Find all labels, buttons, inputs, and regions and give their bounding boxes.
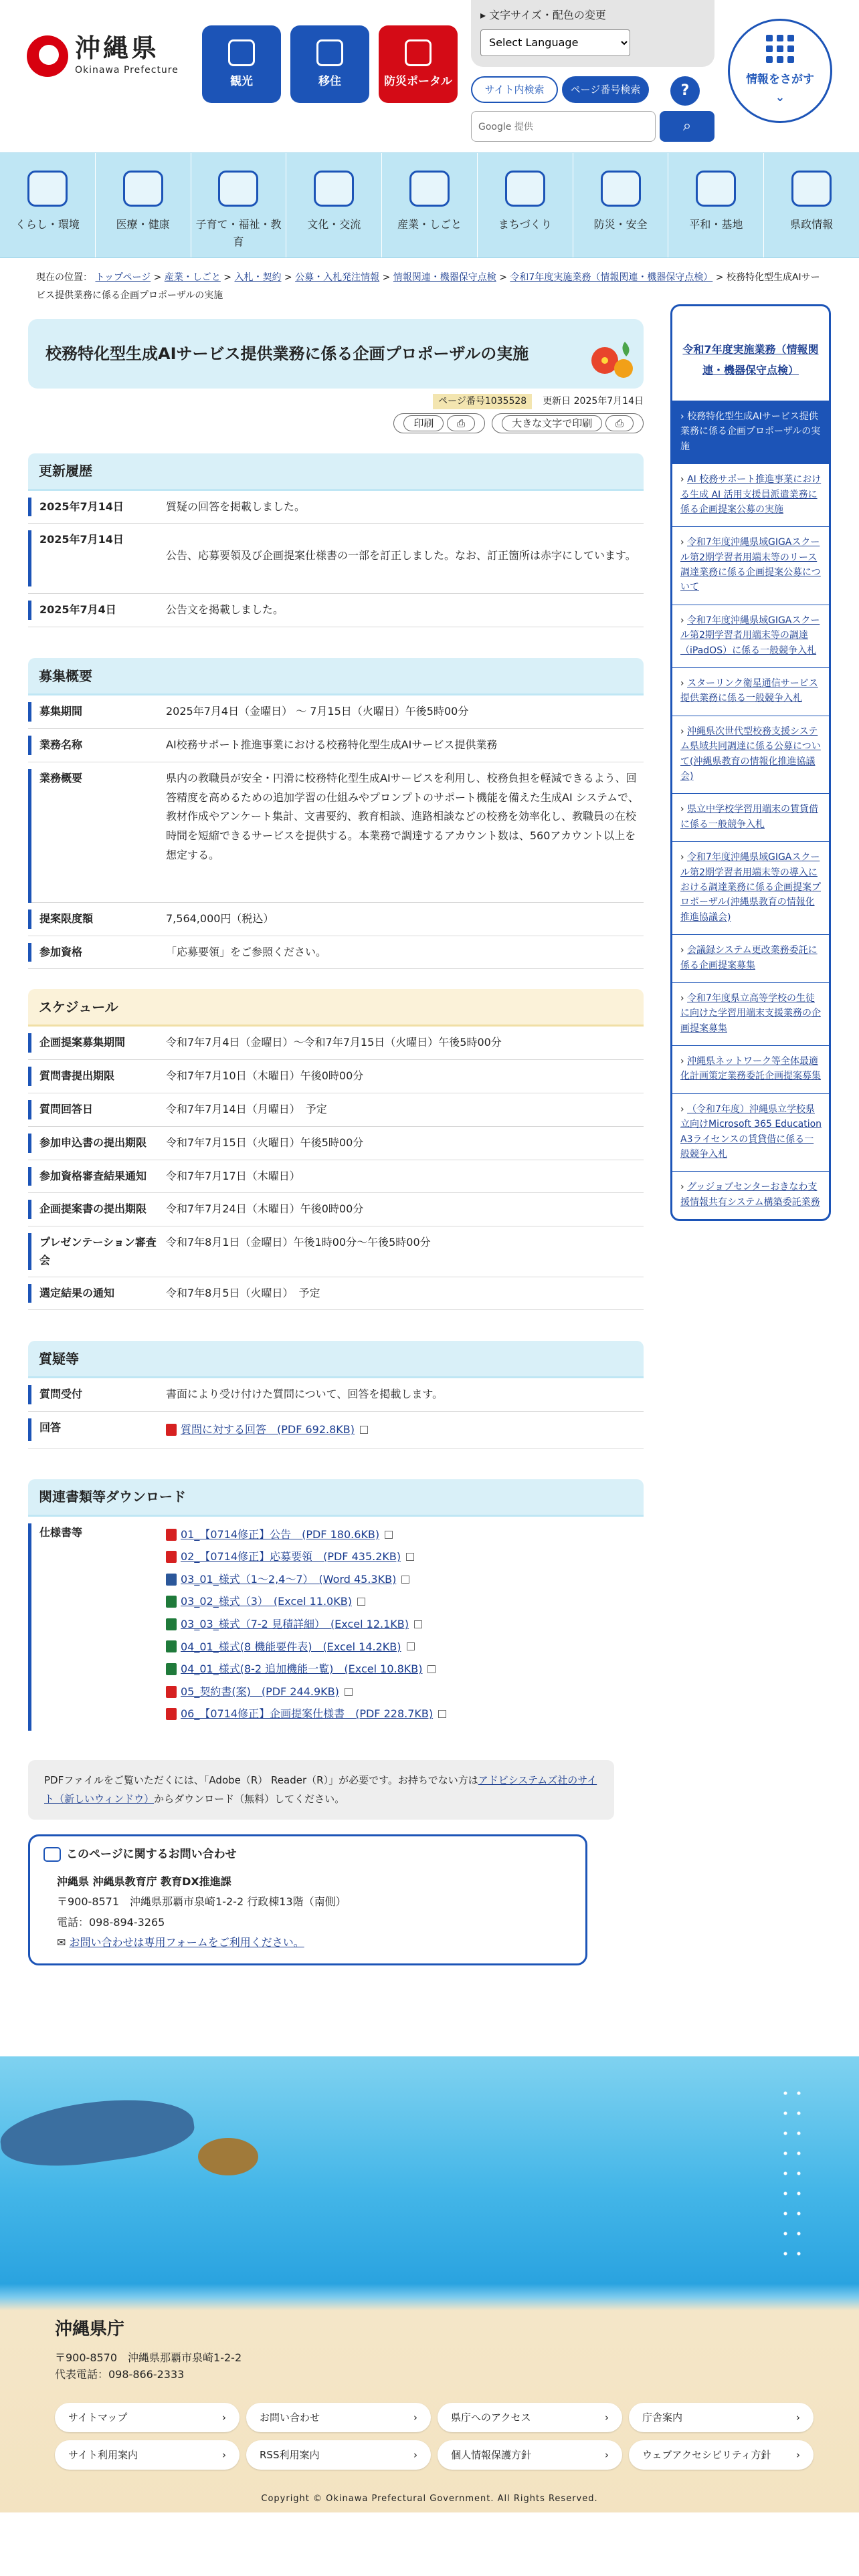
external-window-icon — [406, 1553, 414, 1561]
footer-links — [55, 2403, 814, 2470]
external-window-icon — [407, 1642, 415, 1650]
sidebar-item[interactable]: › 県立中学校学習用端末の賃貸借に係る一般競争入札 — [672, 793, 829, 841]
adobe-link[interactable]: アドビシステムズ社のサイト（新しいウィンドウ） — [44, 1774, 597, 1806]
table-row: 2025年7月14日 質疑の回答を掲載しました。 — [28, 491, 644, 524]
sidebar-item[interactable]: › 沖縄県次世代型校務支援システム県域共同調達に係る公募について(沖縄県教育の情報化推進協議会) — [672, 716, 829, 794]
pdf-icon — [166, 1551, 177, 1563]
footer-link[interactable]: 県庁へのアクセス › — [438, 2403, 622, 2432]
find-info-menu-button[interactable]: 情報をさがす ⌄ — [728, 19, 832, 123]
sidebar-item[interactable]: › AI 校務サポート推進事業における生成 AI 活用支援員派遣業務に係る企画提案公募の実施 — [672, 463, 829, 526]
language-select[interactable] — [480, 29, 630, 56]
excel-icon — [166, 1596, 177, 1608]
page-number: ページ番号1035528 — [433, 394, 532, 409]
file-link[interactable]: 03_02_様式（3） (Excel 11.0KB) — [181, 1595, 352, 1608]
table-row: 業務名称 AI校務サポート推進事業における校務特化型生成AIサービス提供業務 — [28, 729, 644, 762]
pdf-icon — [166, 1708, 177, 1720]
contact-box: このページに関するお問い合わせ 沖縄県 沖縄県教育庁 教育DX推進課 〒900-8571 沖縄県那覇市泉崎1-2-2 行政棟13階（南側） 電話：098-894-3265 ✉ お問い合わせは専用フォームをご利用ください。 — [28, 1834, 587, 1966]
section-heading: 更新履歴 — [28, 453, 644, 491]
section-heading: 募集概要 — [28, 658, 644, 695]
radio-icon — [405, 39, 432, 66]
nav-item-town[interactable]: まちづくり — [478, 153, 573, 257]
house-icon — [316, 39, 343, 66]
search-button[interactable] — [660, 111, 714, 142]
government-building-icon — [791, 171, 832, 207]
site-logo[interactable] — [27, 35, 179, 78]
file-link[interactable]: 03_01_様式（1～2,4～7） (Word 45.3KB) — [181, 1572, 397, 1586]
site-header — [0, 0, 859, 152]
tourism-button[interactable]: 観光 — [202, 25, 281, 103]
nav-item-health[interactable]: 医療・健康 — [96, 153, 191, 257]
table-row: 回答 質問に対する回答 (PDF 692.8KB) — [28, 1412, 644, 1448]
nav-item-life[interactable]: くらし・環境 — [0, 153, 96, 257]
migration-button[interactable]: 移住 — [290, 25, 369, 103]
contact-org: 沖縄県 沖縄県教育庁 教育DX推進課 — [57, 1874, 231, 1888]
disaster-portal-button[interactable]: 防災ポータル — [379, 25, 458, 103]
footer-link[interactable]: サイト利用案内 › — [55, 2440, 240, 2470]
table-row: 仕様書等 01_【0714修正】公告 (PDF 180.6KB) 02_【0714修正】応募要領 (PDF 435.2KB) 03_01_様式（1～2,4～7） (Word 45.3KB) 03_02_様式（3） (Excel 11.0KB) 03_03_様式（7-2 見積詳細） (Excel 12.1KB) 04_01_様式(8 機能要件表) (Excel 14.2KB) 04_01_様式(8-2 追加機能一覧) (Excel 10.8KB) 05_契約書(案) (PDF 244.9KB) 06_【0714修正】企画提案仕様書 (PDF 228.7KB) — [28, 1517, 644, 1737]
section-heading: 質疑等 — [28, 1341, 644, 1378]
footer-address: 〒900-8570 沖縄県那覇市泉崎1-2-2 — [55, 2351, 242, 2364]
house-icon — [27, 171, 68, 207]
pdf-icon — [166, 1424, 177, 1436]
breadcrumb-link[interactable]: トップページ — [95, 272, 151, 283]
footer-org-name: 沖縄県庁 — [55, 2319, 125, 2340]
breadcrumb-link[interactable]: 産業・しごと — [164, 272, 221, 283]
table-row: 参加資格 「応募要領」をご参照ください。 — [28, 936, 644, 970]
contact-phone: 電話：098-894-3265 — [57, 1915, 165, 1929]
tourism-icon — [228, 39, 255, 66]
footer-phone: 代表電話：098-866-2333 — [55, 2368, 185, 2381]
answer-pdf-link[interactable]: 質問に対する回答 (PDF 692.8KB) — [181, 1423, 355, 1436]
file-link[interactable]: 02_【0714修正】応募要領 (PDF 435.2KB) — [181, 1550, 401, 1564]
prefecture-emblem-icon — [27, 35, 68, 77]
nav-item-safety[interactable]: 防災・安全 — [573, 153, 669, 257]
whale-shark-illustration — [0, 2088, 197, 2175]
building-icon — [505, 171, 545, 207]
external-window-icon — [414, 1620, 422, 1628]
external-window-icon — [345, 1688, 353, 1696]
sidebar-item[interactable]: › 会議録システム更改業務委託に係る企画提案募集 — [672, 934, 829, 982]
envelope-icon: ✉ — [57, 1936, 66, 1949]
sidebar-title-link[interactable]: 令和7年度実施業務（情報関連・機器保守点検） — [682, 343, 819, 377]
excel-icon — [166, 1640, 177, 1652]
updated-date: 更新日 2025年7月14日 — [543, 396, 644, 407]
footer-link[interactable]: お問い合わせ › — [246, 2403, 431, 2432]
external-window-icon — [357, 1598, 365, 1606]
turtle-illustration — [198, 2138, 258, 2175]
table-row: 企画提案書の提出期限 令和7年7月24日（木曜日）午後0時00分 — [28, 1193, 644, 1226]
grid-icon — [766, 35, 794, 63]
print-button[interactable]: 印刷 ⎙ — [393, 413, 485, 433]
footer-link[interactable]: 庁舎案内 › — [629, 2403, 814, 2432]
pdf-icon — [166, 1529, 177, 1541]
printer-icon: ⎙ — [447, 415, 475, 431]
sidebar-item[interactable]: › スターリンク衛星通信サービス提供業務に係る一般競争入札 — [672, 667, 829, 716]
external-window-icon — [401, 1576, 409, 1584]
footer-link[interactable]: RSS利用案内 › — [246, 2440, 431, 2470]
large-print-button[interactable]: 大きな文字で印刷 ⎙ — [492, 413, 644, 433]
dove-icon — [696, 171, 736, 207]
table-row: 質問回答日 令和7年7月14日（月曜日） 予定 — [28, 1093, 644, 1127]
logo-title: 沖縄県 — [75, 33, 160, 63]
download-list — [162, 1523, 644, 1731]
table-row: 質問書提出期限 令和7年7月10日（木曜日）午後0時00分 — [28, 1060, 644, 1093]
search-input[interactable]: Google 提供 — [471, 111, 656, 142]
section-heading: スケジュール — [28, 989, 644, 1027]
breadcrumb-current: 校務特化型生成AIサービス提供業務に係る企画プロポーザルの実施 — [36, 272, 820, 301]
breadcrumb-link[interactable]: 入札・契約 — [234, 272, 282, 283]
table-row: 募集期間 2025年7月4日（金曜日） ～ 7月15日（火曜日）午後5時00分 — [28, 695, 644, 729]
copyright: Copyright © Okinawa Prefectural Government. All Rights Reserved. — [261, 2494, 598, 2504]
search-icon: ⌕ — [682, 118, 692, 134]
nav-item-industry[interactable]: 産業・しごと — [382, 153, 478, 257]
external-window-icon — [385, 1531, 393, 1539]
table-row: 参加資格審査結果通知 令和7年7月17日（木曜日） — [28, 1160, 644, 1194]
section-heading: 関連書類等ダウンロード — [28, 1479, 644, 1517]
file-link[interactable]: 01_【0714修正】公告 (PDF 180.6KB) — [181, 1527, 380, 1541]
table-row: 業務概要 県内の教職員が安全・円滑に校務特化型生成AIサービスを利用し、校務負担を軽減できるよう、回答精度を高めるための追加学習の仕組みやプロンプトのサポート機能を備えた生成AI システムで、教材作成やアンケート集計、文書要約、教育相談、進路相談などの校務を効率化し、教職員の在校時間を短縮できるサービスを提供する。本業務で調達するアカウント数は、560アカウント以上を想定する。 — [28, 762, 644, 903]
site-search-tab[interactable]: サイト内検索 — [471, 76, 558, 103]
sidebar-item[interactable]: › 令和7年度沖縄県域GIGAスクール第2期学習者用端末等のリース調達業務に係る企画提案公募について — [672, 526, 829, 605]
footer-link[interactable]: 個人情報保護方針 › — [438, 2440, 622, 2470]
page-title: 校務特化型生成AIサービス提供業務に係る企画プロポーザルの実施 — [45, 344, 529, 363]
table-row: 2025年7月4日 公告文を掲載しました。 — [28, 594, 644, 627]
sidebar-item[interactable]: › 令和7年度県立高等学校の生徒に向けた学習用端末支援業務の企画提案募集 — [672, 982, 829, 1045]
sidebar-item[interactable]: › 沖縄県ネットワーク等全体最適化計画策定業務委託企画提案募集 — [672, 1045, 829, 1093]
site-footer — [0, 2056, 859, 2512]
external-window-icon — [438, 1710, 446, 1718]
sidebar — [670, 304, 831, 1221]
helmet-icon — [601, 171, 641, 207]
breadcrumb: 現在の位置： トップページ > 産業・しごと > 入札・契約 > 公募・入札発注情報 > 情報関連・機器保守点検 > 令和7年度実施業務（情報関連・機器保守点検） > 校務特化型生成AIサービス提供業務に係る企画プロポーザルの実施 — [36, 272, 820, 301]
table-row: 選定結果の通知 令和7年8月5日（火曜日） 予定 — [28, 1277, 644, 1311]
file-link[interactable]: 05_契約書(案) (PDF 244.9KB) — [181, 1685, 339, 1698]
nav-item-peace[interactable]: 平和・基地 — [668, 153, 764, 257]
sidebar-item[interactable]: › 令和7年度沖縄県域GIGAスクール第2期学習者用端末等の調達（iPadOS）に係る一般競争入札 — [672, 605, 829, 667]
file-link[interactable]: 04_01_様式(8 機能要件表) (Excel 14.2KB) — [181, 1640, 401, 1653]
table-row: 参加申込書の提出期限 令和7年7月15日（火曜日）午後5時00分 — [28, 1127, 644, 1160]
sidebar-item[interactable]: › （令和7年度）沖縄県立学校県立向けMicrosoft 365 Education A3ライセンスの賃貸借に係る一般競争入札 — [672, 1093, 829, 1172]
page-number-search-tab[interactable]: ページ番号検索 — [562, 76, 649, 103]
external-window-icon — [427, 1665, 436, 1673]
breadcrumb-link[interactable]: 公募・入札発注情報 — [295, 272, 380, 283]
baby-icon — [218, 171, 258, 207]
breadcrumb-link[interactable]: 情報関連・機器保守点検 — [393, 272, 496, 283]
external-window-icon — [360, 1426, 368, 1434]
file-link[interactable]: 06_【0714修正】企画提案仕様書 (PDF 228.7KB) — [181, 1707, 434, 1721]
file-link[interactable]: 03_03_様式（7-2 見積詳細） (Excel 12.1KB) — [181, 1618, 409, 1631]
breadcrumb-link[interactable]: 令和7年度実施業務（情報関連・機器保守点検） — [510, 272, 713, 283]
handshake-icon — [314, 171, 354, 207]
nav-item-culture[interactable]: 文化・交流 — [286, 153, 382, 257]
printer-icon: ⎙ — [605, 415, 634, 431]
contact-address: 〒900-8571 沖縄県那覇市泉崎1-2-2 行政棟13階（南側） — [57, 1895, 347, 1909]
chevron-down-icon: ⌄ — [775, 91, 785, 104]
table-row: 質問受付 書面により受け付けた質問について、回答を掲載します。 — [28, 1378, 644, 1412]
sidebar-item[interactable]: › グッジョブセンターおきなわ支援情報共有システム構築委託業務 — [672, 1171, 829, 1219]
main-content — [28, 304, 644, 1965]
text-size-color-link[interactable]: ▸ 文字サイズ・配色の変更 — [480, 9, 606, 21]
pdf-icon — [166, 1686, 177, 1698]
table-row: プレゼンテーション審査会 令和7年8月1日（金曜日）午後1時00分～午後5時00分 — [28, 1226, 644, 1277]
nav-item-welfare[interactable]: 子育て・福祉・教育 — [191, 153, 287, 257]
excel-icon — [166, 1618, 177, 1630]
table-row: 企画提案募集期間 令和7年7月4日（金曜日）～令和7年7月15日（火曜日）午後5時00分 — [28, 1027, 644, 1060]
nav-item-gov[interactable]: 県政情報 — [764, 153, 859, 257]
syringe-icon — [123, 171, 163, 207]
search-help-button[interactable]: ? — [670, 76, 700, 106]
bubbles-illustration — [779, 2083, 805, 2270]
table-row: 2025年7月14日 公告、応募要領及び企画提案仕様書の一部を訂正しました。なお、訂正箇所は赤字にしています。 — [28, 524, 644, 594]
footer-link[interactable]: ウェブアクセシビリティ方針 › — [629, 2440, 814, 2470]
footer-link[interactable]: サイトマップ › — [55, 2403, 240, 2432]
page-title-box — [28, 319, 644, 389]
excel-icon — [166, 1663, 177, 1675]
logo-subtitle: Okinawa Prefecture — [75, 64, 179, 76]
pdf-reader-note: PDFファイルをご覧いただくには、「Adobe（R） Reader（R）」が必要です。お持ちでない方はアドビシステムズ社のサイト（新しいウィンドウ）からダウンロード（無料）してください。 — [28, 1760, 614, 1820]
word-icon — [166, 1574, 177, 1586]
global-nav — [0, 152, 859, 258]
sidebar-item[interactable]: › 令和7年度沖縄県域GIGAスクール第2期学習者用端末等の導入における調達業務に係る企画提案プロポーザル(沖縄県教育の情報化推進協議会) — [672, 841, 829, 934]
hibiscus-icon — [585, 336, 638, 387]
file-link[interactable]: 04_01_様式(8-2 追加機能一覧) (Excel 10.8KB) — [181, 1662, 423, 1676]
table-row: 提案限度額 7,564,000円（税込） — [28, 903, 644, 936]
contact-form-link[interactable]: お問い合わせは専用フォームをご利用ください。 — [69, 1936, 304, 1949]
briefcase-icon — [409, 171, 450, 207]
sidebar-item-current[interactable]: › 校務特化型生成AIサービス提供業務に係る企画プロポーザルの実施 — [672, 401, 829, 463]
mail-icon — [43, 1847, 61, 1862]
accessibility-tools — [471, 0, 714, 67]
